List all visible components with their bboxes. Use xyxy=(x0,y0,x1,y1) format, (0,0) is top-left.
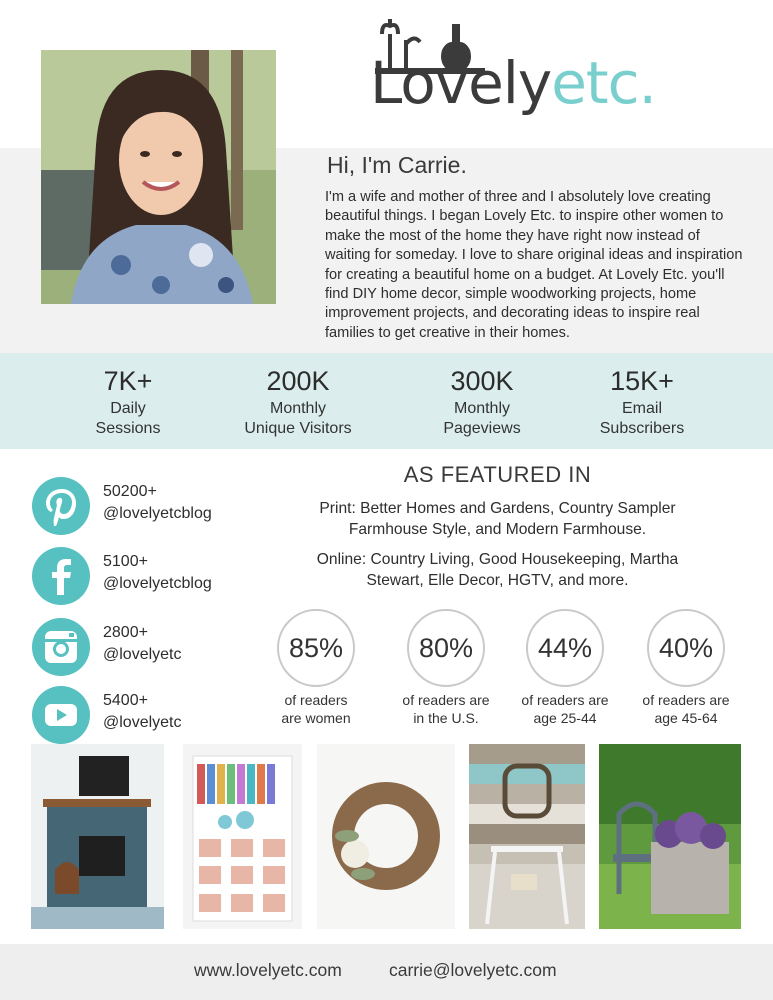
stat-value: 15K+ xyxy=(610,366,674,396)
stats-band xyxy=(0,353,773,449)
stat-value: 200K xyxy=(266,366,330,396)
percent-circle: 80% xyxy=(407,609,485,687)
project-thumbnail-entry-table xyxy=(469,744,585,929)
logo-accent-text: etc. xyxy=(551,49,656,117)
project-thumbnail-wreath xyxy=(317,744,455,929)
social-pinterest[interactable] xyxy=(32,477,272,535)
social-instagram[interactable] xyxy=(32,618,272,676)
project-thumbnail-garden-planter xyxy=(599,744,741,929)
logo-wordmark xyxy=(370,49,656,117)
footer xyxy=(0,944,773,1000)
project-thumbnail-fireplace xyxy=(31,744,164,929)
facebook-handle[interactable]: @lovelyetcblog xyxy=(103,575,212,592)
instagram-icon[interactable] xyxy=(32,618,90,676)
percent-circle: 85% xyxy=(277,609,355,687)
featured-heading: AS FEATURED IN xyxy=(403,462,592,487)
stat-label: Monthly Pageviews xyxy=(443,400,521,437)
stat-label: Monthly Unique Visitors xyxy=(244,400,352,437)
demographic-age-45-64 xyxy=(626,609,746,727)
logo-main-text: Lovely xyxy=(370,49,552,117)
bio-paragraph: I'm a wife and mother of three and I absolutely love creating beautiful things. I began Lovely Etc. to inspire other women to make the most of the home they have right now instead of waiting for someday. I love to share original ideas and inspiration for creating a beautiful home on a budget. At Lovely Etc. you'll find DIY home decor, simple woodworking projects, home improvement projects, and decorating ideas to inspire real families to get creative in their homes. xyxy=(325,189,743,341)
stat-value: 300K xyxy=(450,366,514,396)
stat-label: Email Subscribers xyxy=(599,400,685,437)
demographic-women xyxy=(256,609,376,727)
youtube-handle[interactable]: @lovelyetc xyxy=(103,714,182,731)
featured-online: Online: Country Living, Good Housekeeping, Martha Stewart, Elle Decor, HGTV, and more. xyxy=(316,551,679,589)
percent-label: of readers are age 45-64 xyxy=(642,692,730,726)
demographic-age-25-44 xyxy=(505,609,625,727)
footer-website-link[interactable]: www.lovelyetc.com xyxy=(194,960,342,980)
footer-email-link[interactable]: carrie@lovelyetc.com xyxy=(389,960,557,980)
pinterest-count: 50200+ xyxy=(103,483,157,500)
social-facebook[interactable] xyxy=(32,547,272,605)
percent-circle: 40% xyxy=(647,609,725,687)
percent-circle: 44% xyxy=(526,609,604,687)
youtube-count: 5400+ xyxy=(103,692,148,709)
pinterest-handle[interactable]: @lovelyetcblog xyxy=(103,505,212,522)
stat-unique-visitors xyxy=(218,363,378,439)
greeting-heading: Hi, I'm Carrie. xyxy=(327,152,467,178)
project-thumbnail-closet xyxy=(183,744,302,929)
stat-pageviews xyxy=(402,363,562,439)
brand-logo xyxy=(370,14,680,132)
instagram-count: 2800+ xyxy=(103,624,148,641)
stat-email-subscribers xyxy=(562,363,722,439)
pinterest-icon[interactable] xyxy=(32,477,90,535)
instagram-handle[interactable]: @lovelyetc xyxy=(103,646,182,663)
profile-photo xyxy=(41,50,276,304)
facebook-icon[interactable] xyxy=(32,547,90,605)
social-youtube[interactable] xyxy=(32,686,272,744)
youtube-icon[interactable] xyxy=(32,686,90,744)
facebook-count: 5100+ xyxy=(103,553,148,570)
percent-label: of readers are age 25-44 xyxy=(521,692,609,726)
demographic-us xyxy=(386,609,506,727)
percent-label: of readers are in the U.S. xyxy=(402,692,490,726)
stat-daily-sessions xyxy=(48,363,208,439)
stat-label: Daily Sessions xyxy=(95,400,161,437)
stat-value: 7K+ xyxy=(103,366,153,396)
featured-print: Print: Better Homes and Gardens, Country Sampler Farmhouse Style, and Modern Farmhouse. xyxy=(319,500,676,538)
percent-label: of readers are women xyxy=(281,692,351,726)
